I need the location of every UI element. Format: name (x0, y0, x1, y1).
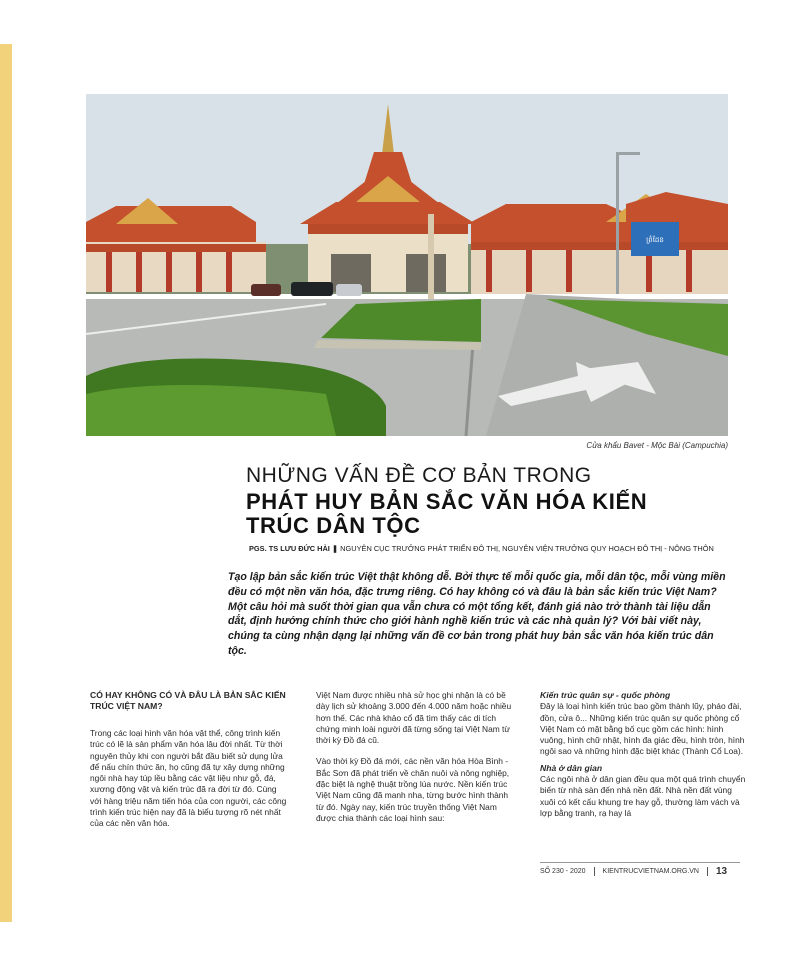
author-name: PGS. TS LƯU ĐỨC HẢI (249, 544, 330, 553)
article-title-line-2: PHÁT HUY BẢN SẮC VĂN HÓA KIẾN TRÚC DÂN TỘC (246, 489, 648, 538)
issue-number: SỐ 230 - 2020 (540, 868, 586, 875)
author-role: NGUYÊN CỤC TRƯỞNG PHÁT TRIỂN ĐÔ THỊ, NGUYÊN VIỆN TRƯỞNG QUY HOẠCH ĐÔ THỊ - NÔNG THÔN (340, 544, 714, 553)
body-paragraph: Các ngôi nhà ở dân gian đều qua một quá trình chuyển biến từ nhà sàn đến nhà nền đất. Nhà nền đất vùng xuôi có kết cấu khung tre hay gỗ, thường làm vách và lợp bằng tranh, rạ hay lá (540, 774, 746, 818)
body-paragraph: Đây là loại hình kiến trúc bao gồm thành lũy, pháo đài, đồn, cửa ô... Những kiến trúc quân sự quốc phòng cổ Việt Nam có mặt bằng bố cục gồm các hình: hình vuông, hình chữ nhật, hình đa giác đều, hình tròn, hình ngôi sao và những hình đặc biệt khác (Thành Cổ Loa). (540, 701, 745, 757)
column-2 (316, 690, 514, 834)
body-paragraph: Vào thời kỳ Đồ đá mới, các nền văn hóa Hòa Bình - Bắc Sơn đã phát triển về chăn nuôi và nông nghiệp, đặc biệt là nghệ thuật trồng lúa nước. Nền kiến trúc Việt Nam cũng đã manh nha, từng bước hình thành từ đó. Ngày nay, kiến trúc truyền thống Việt Nam được chia thành các loại hình sau: (316, 756, 510, 823)
border-sign-text: ព្រំដែន (646, 236, 664, 244)
subheading: Kiến trúc quân sự - quốc phòng (540, 690, 671, 700)
website: KIENTRUCVIETNAM.ORG.VN (602, 868, 699, 875)
footer-rule (540, 862, 740, 863)
footer-divider (594, 867, 595, 876)
body-paragraph: Việt Nam được nhiều nhà sử học ghi nhận là có bề dày lịch sử khoảng 3.000 đến 4.000 năm hoặc nhiều hơn thế. Các nhà khảo cổ đã tìm thấy các di tích chứng minh loài người đã từng sống tại Việt Nam từ thời kỳ Đồ đá cũ. (316, 690, 512, 746)
section-heading: CÓ HAY KHÔNG CÓ VÀ ĐÂU LÀ BẢN SẮC KIẾN TRÚC VIỆT NAM? (90, 690, 286, 711)
article-title-line-1: NHỮNG VẤN ĐỀ CƠ BẢN TRONG (246, 464, 592, 487)
lead-paragraph: Tạo lập bản sắc kiến trúc Việt thật không dễ. Bởi thực tế mỗi quốc gia, mỗi dân tộc, mỗi vùng miền đều có một nền văn hóa, đặc trưng riêng. Có hay không có và đâu là bản sắc kiến trúc Việt Nam? Một câu hỏi mà suốt thời gian qua vẫn chưa có một tổng kết, đánh giá nào trở thành tài liệu dẫn dắt, định hướng chính thức cho giới hành nghề kiến trúc và các nhà quản lý? Với bài viết này, chúng ta cùng nhận dạng lại những vấn đề cơ bản trong phát huy bản sắc văn hóa kiến trúc dân tộc. (228, 571, 726, 657)
photo-caption: Cửa khẩu Bavet - Mộc Bài (Campuchia) (586, 441, 728, 450)
page-footer (540, 866, 740, 877)
column-3 (540, 690, 746, 829)
body-paragraph: Trong các loại hình văn hóa vật thể, công trình kiến trúc có lẽ là sản phẩm văn hóa lâu đời nhất. Từ thời nguyên thủy khi con người bắt đầu biết sử dụng lửa để nấu chín thức ăn, họ cũng đã tự xây dựng những ngôi nhà hay túp lều bằng các vật liệu như gỗ, đá, xương động vật và kiến trúc đã ra đời từ đó. Cùng với hàng triệu năm tiến hóa của con người, các công trình kiến trúc hiện nay đã là biểu tượng rõ nét nhất của các nền văn hóa. (90, 728, 287, 829)
page-number: 13 (715, 866, 728, 877)
article-photo (86, 94, 728, 436)
column-1 (90, 690, 290, 840)
byline-separator: ❚ (331, 544, 341, 553)
side-accent-bar (0, 44, 12, 922)
subheading: Nhà ở dân gian (540, 762, 603, 773)
footer-divider (707, 867, 708, 876)
byline (249, 544, 714, 553)
